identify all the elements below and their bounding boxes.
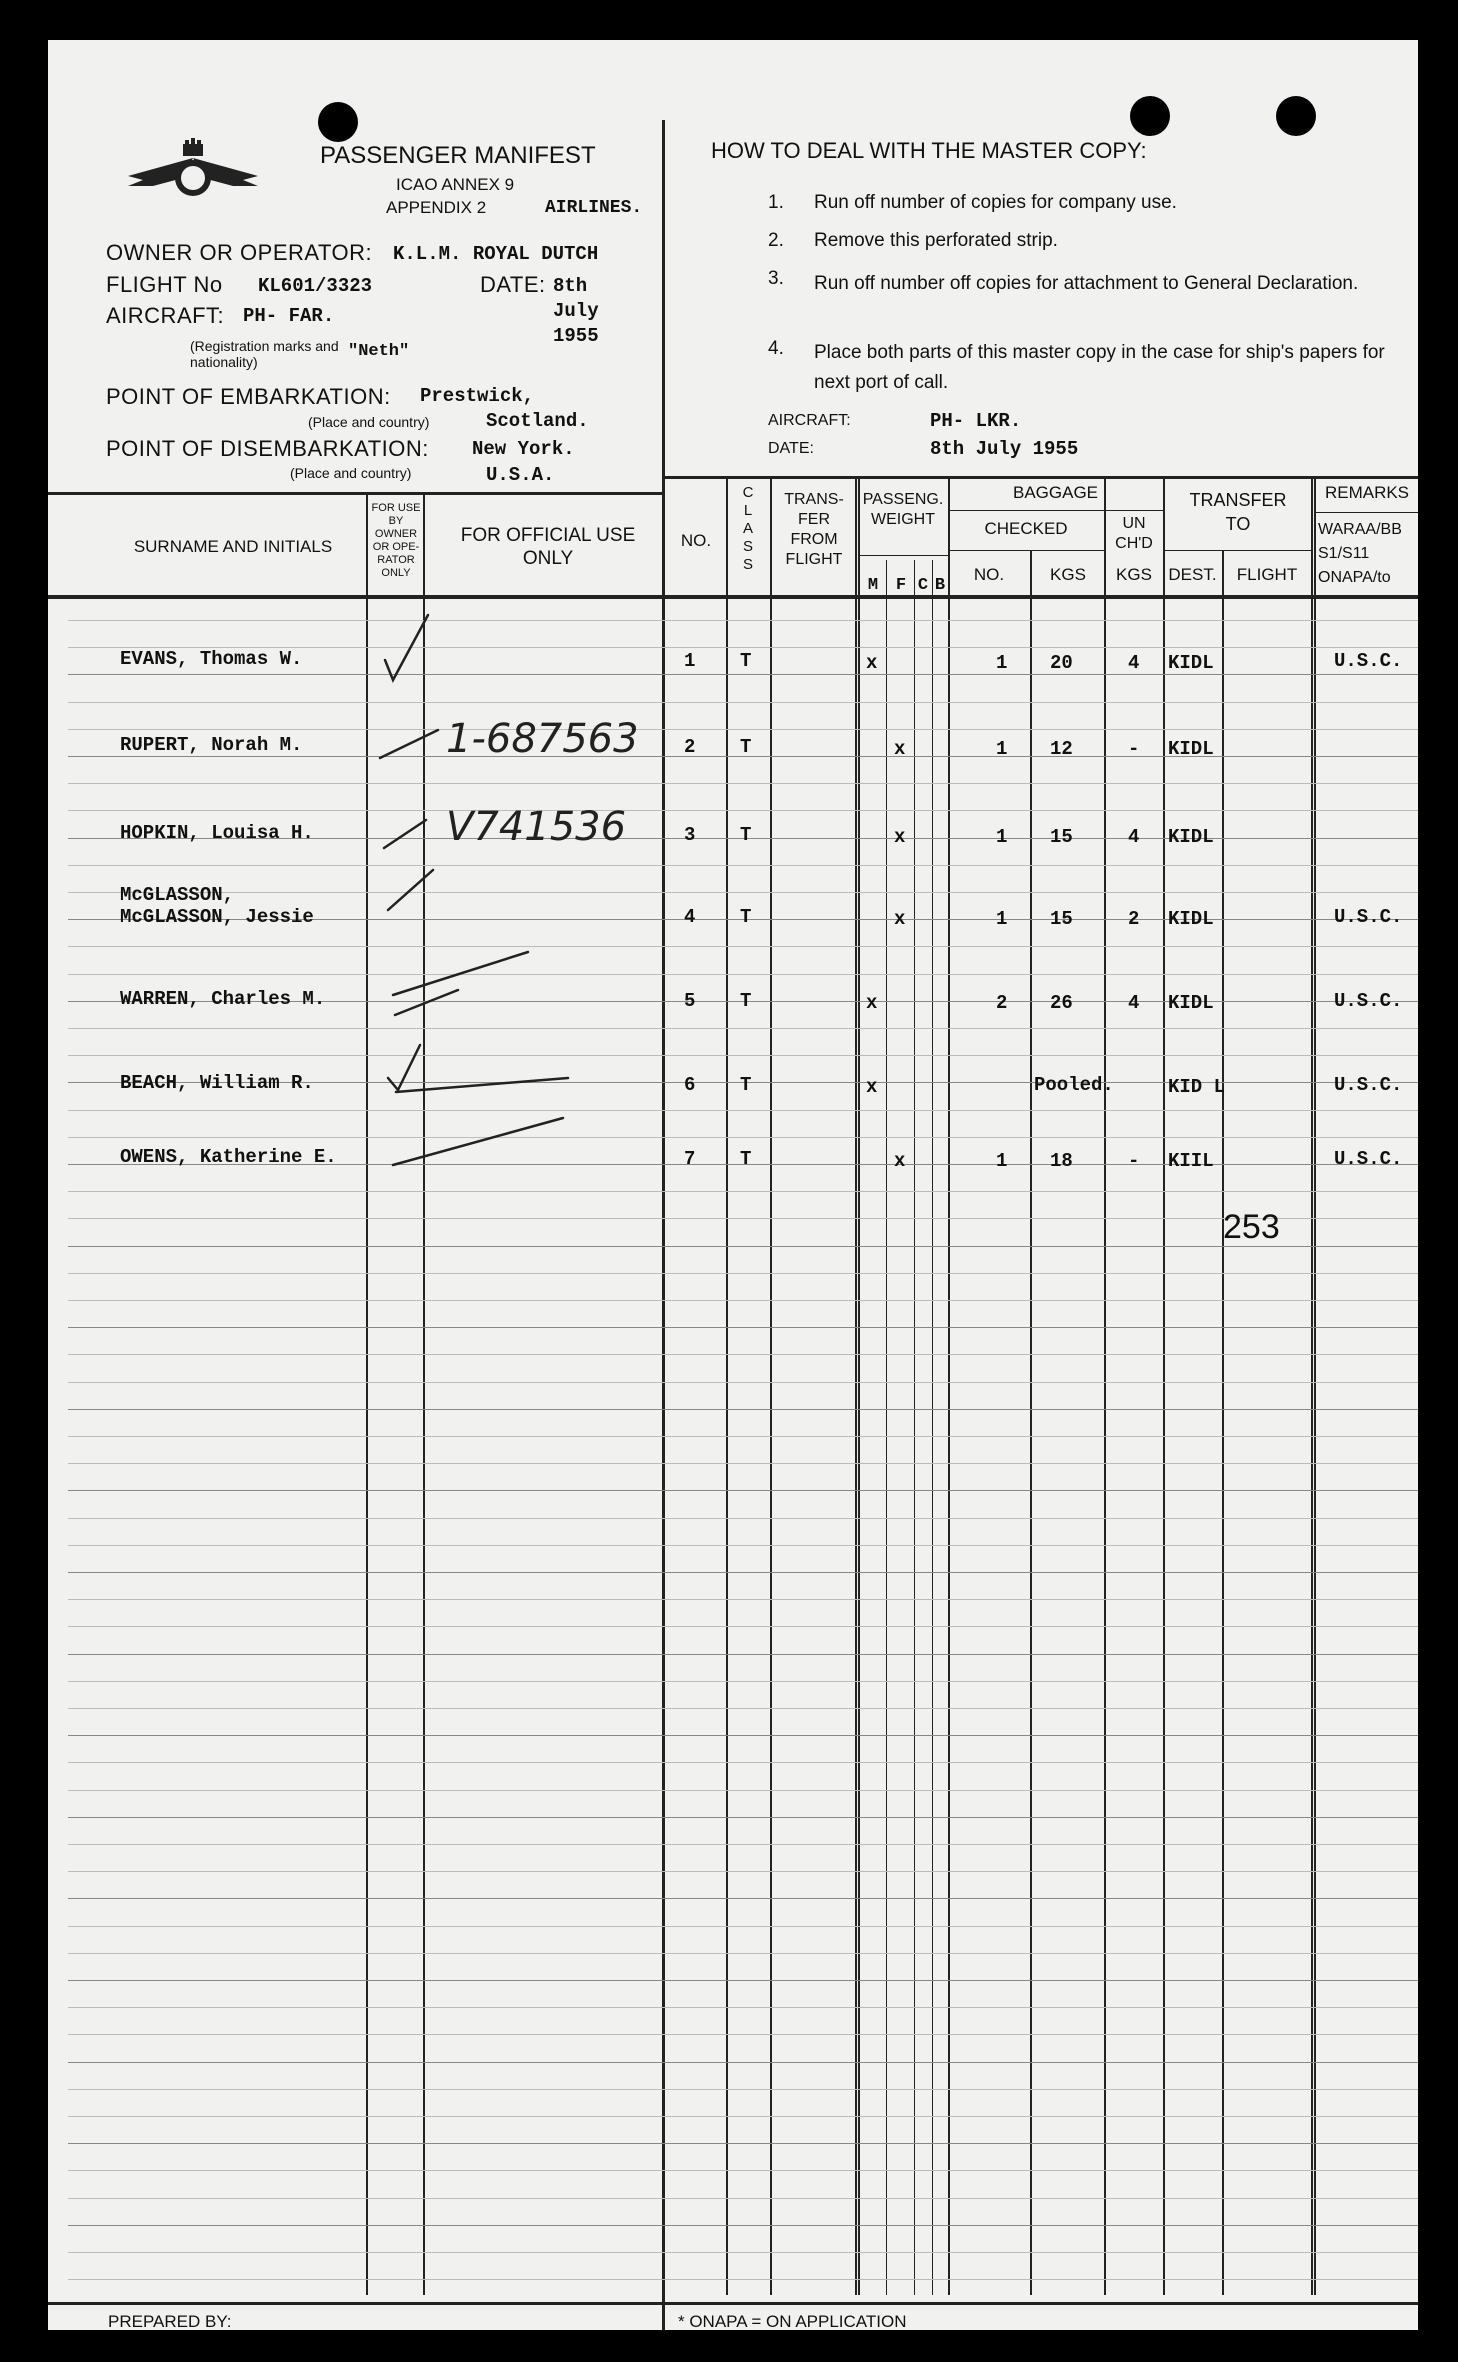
transfer-dest: KIDL — [1168, 992, 1214, 1014]
passenger-class: T — [740, 1074, 752, 1096]
col-header-dest: DEST. — [1168, 565, 1217, 584]
passenger-no: 5 — [684, 990, 696, 1012]
ruled-line — [68, 2279, 1418, 2280]
passenger-no: 3 — [684, 824, 696, 846]
passenger-name: WARREN, Charles M. — [120, 988, 326, 1010]
passenger-name: HOPKIN, Louisa H. — [120, 822, 314, 844]
col-header-remarks-sub: WARAA/BB S1/S11 ONAPA/to — [1318, 521, 1402, 586]
passenger-weight: x — [894, 826, 906, 848]
flight-value: KL601/3323 — [258, 275, 373, 297]
col-header-weight-c: C — [917, 576, 929, 595]
date-label: DATE: — [480, 272, 546, 297]
col-header-remarks: REMARKS — [1324, 483, 1410, 502]
remarks: U.S.C. — [1334, 1074, 1403, 1096]
passenger-name: RUPERT, Norah M. — [120, 734, 303, 756]
handwritten-marks — [48, 40, 748, 1240]
ruled-line — [68, 1817, 1418, 1818]
transfer-dest: KIDL — [1168, 908, 1214, 930]
ruled-line — [68, 1735, 1418, 1736]
passenger-weight: x — [866, 1076, 878, 1098]
instructions-aircraft-label: AIRCRAFT: — [768, 412, 851, 429]
ruled-line — [68, 1436, 1418, 1437]
col-header-checked: CHECKED — [984, 519, 1068, 538]
column-rule — [1311, 478, 1313, 2295]
unchecked-kgs: 2 — [1128, 908, 1140, 930]
passenger-no: 1 — [684, 650, 696, 672]
col-header-baggage: BAGGAGE — [1012, 483, 1099, 502]
instruction-number: 3. — [768, 268, 784, 289]
prepared-by: PREPARED BY: — [108, 2312, 232, 2330]
passenger-weight: x — [866, 992, 878, 1014]
transfer-dest: KIIL — [1168, 1150, 1214, 1172]
ruled-line — [68, 1654, 1418, 1655]
header-rule — [858, 555, 948, 556]
passenger-class: T — [740, 990, 752, 1012]
nationality-value: "Neth" — [348, 342, 410, 361]
ruled-line — [68, 1953, 1418, 1954]
baggage-kgs: 15 — [1050, 826, 1073, 848]
col-header-weight-f: F — [895, 576, 907, 595]
column-rule — [858, 478, 860, 2295]
instructions-aircraft-value: PH- LKR. — [930, 410, 1022, 432]
ruled-line — [68, 1327, 1418, 1328]
baggage-no: 2 — [996, 992, 1008, 1014]
passenger-name: McGLASSON, — [120, 884, 235, 906]
col-header-transfer-to: TRANSFER TO — [1189, 490, 1287, 534]
flight-label: FLIGHT No — [106, 272, 223, 297]
instruction-number: 1. — [768, 192, 784, 213]
passenger-weight: x — [894, 1150, 906, 1172]
baggage-no: 1 — [996, 652, 1008, 674]
transfer-dest: KIDL — [1168, 738, 1214, 760]
form-title: PASSENGER MANIFEST — [320, 142, 596, 169]
ruled-line — [68, 1382, 1418, 1383]
ruled-line — [68, 2225, 1418, 2226]
date-month: July — [553, 300, 599, 322]
disembarkation-label: POINT OF DISEMBARKATION: — [106, 436, 429, 461]
passenger-name-line2: McGLASSON, Jessie — [120, 906, 314, 928]
baggage-no: 1 — [996, 908, 1008, 930]
ruled-line — [68, 1626, 1418, 1627]
baggage-no: 1 — [996, 826, 1008, 848]
baggage-no: 1 — [996, 1150, 1008, 1172]
aircraft-value: PH- FAR. — [243, 305, 335, 327]
owner-value: K.L.M. ROYAL DUTCH — [393, 243, 599, 265]
column-rule — [1104, 478, 1106, 2295]
aircraft-label: AIRCRAFT: — [106, 303, 225, 328]
ruled-line — [68, 1599, 1418, 1600]
column-rule — [948, 478, 950, 2295]
ruled-line — [68, 1871, 1418, 1872]
instruction-item: Run off number off copies for attachment to General Declaration. — [814, 273, 1359, 294]
page-number: 253 — [1223, 1208, 1280, 1246]
ruled-line — [68, 1463, 1418, 1464]
column-rule — [1314, 478, 1316, 2295]
disembarkation-note: (Place and country) — [290, 465, 412, 481]
registration-note: (Registration marks and nationality) — [190, 338, 339, 370]
appendix: APPENDIX 2 — [386, 198, 487, 217]
header-top-rule — [663, 476, 1418, 479]
passenger-class: T — [740, 1148, 752, 1170]
baggage-kgs: 12 — [1050, 738, 1073, 760]
instructions-date-label: DATE: — [768, 440, 814, 457]
transfer-dest: KIDL — [1168, 652, 1214, 674]
unchecked-kgs: 4 — [1128, 992, 1140, 1014]
manifest-sheet — [48, 40, 1418, 2330]
unchecked-kgs: - — [1128, 1150, 1140, 1172]
punch-hole — [1276, 96, 1316, 136]
passenger-name: EVANS, Thomas W. — [120, 648, 303, 670]
passenger-class: T — [740, 650, 752, 672]
ruled-line — [68, 2007, 1418, 2008]
date-day: 8th — [553, 275, 588, 297]
transfer-dest: KID L — [1168, 1076, 1226, 1098]
unchecked-kgs: - — [1128, 738, 1140, 760]
instructions-date-value: 8th July 1955 — [930, 438, 1079, 460]
col-header-bag-kgs: KGS — [1050, 565, 1086, 584]
passenger-no: 4 — [684, 906, 696, 928]
baggage-kgs: 26 — [1050, 992, 1073, 1014]
col-header-transfer-from: TRANS-FER FROM FLIGHT — [784, 491, 844, 568]
disembarkation-country: U.S.A. — [486, 464, 555, 486]
column-rule — [1163, 478, 1165, 2295]
ruled-line — [68, 1980, 1418, 1981]
embarkation-label: POINT OF EMBARKATION: — [106, 384, 391, 409]
ruled-line — [68, 1409, 1418, 1410]
col-header-for-use: FOR USE BY OWNER OR OPE-RATOR ONLY — [371, 502, 421, 579]
official-handwritten: 1-687563 — [446, 716, 639, 762]
remarks: U.S.C. — [1334, 650, 1403, 672]
ruled-line — [68, 2143, 1418, 2144]
baggage-kgs: 18 — [1050, 1150, 1073, 1172]
unchecked-kgs: 4 — [1128, 826, 1140, 848]
passenger-class: T — [740, 736, 752, 758]
col-header-weight-m: M — [867, 576, 879, 595]
header-rule — [1163, 550, 1311, 551]
ruled-line — [68, 1708, 1418, 1709]
passenger-weight: x — [866, 652, 878, 674]
airline-suffix: AIRLINES. — [545, 198, 643, 218]
header-rule — [1314, 512, 1418, 513]
ruled-line — [68, 1844, 1418, 1845]
header-rule — [948, 510, 1163, 511]
ruled-line — [68, 2089, 1418, 2090]
ruled-line — [68, 1926, 1418, 1927]
baggage-kgs: 15 — [1050, 908, 1073, 930]
passenger-class: T — [740, 824, 752, 846]
ruled-line — [68, 1572, 1418, 1573]
instruction-item: Remove this perforated strip. — [814, 230, 1058, 251]
instruction-item: Place both parts of this master copy in the case for ship's papers for next port of call. — [814, 342, 1385, 393]
column-rule — [855, 478, 857, 2295]
transfer-dest: KIDL — [1168, 826, 1214, 848]
instruction-number: 2. — [768, 230, 784, 251]
ruled-line — [68, 1681, 1418, 1682]
embarkation-place: Prestwick, — [420, 385, 535, 407]
col-header-flight: FLIGHT — [1236, 565, 1298, 584]
ruled-line — [68, 2198, 1418, 2199]
date-year: 1955 — [553, 325, 599, 347]
disembarkation-place: New York. — [472, 438, 575, 460]
ruled-line — [68, 1273, 1418, 1274]
ruled-line — [68, 2034, 1418, 2035]
unchecked-kgs: 4 — [1128, 652, 1140, 674]
punch-hole — [1130, 96, 1170, 136]
onapa-note: * ONAPA = ON APPLICATION — [678, 2312, 907, 2330]
ruled-line — [68, 1490, 1418, 1491]
col-header-official: FOR OFFICIAL USE ONLY — [460, 525, 636, 569]
ruled-line — [68, 2062, 1418, 2063]
passenger-weight: x — [894, 908, 906, 930]
col-header-pass-weight: PASSENG. WEIGHT — [862, 491, 944, 528]
passenger-name: OWENS, Katherine E. — [120, 1146, 337, 1168]
col-header-no: NO. — [680, 531, 712, 550]
owner-label: OWNER OR OPERATOR: — [106, 240, 373, 265]
col-header-unchd: UN CH'D — [1115, 515, 1153, 552]
official-handwritten: V741536 — [446, 804, 627, 850]
passenger-name: BEACH, William R. — [120, 1072, 314, 1094]
remarks: U.S.C. — [1334, 906, 1403, 928]
col-header-weight-b: B — [934, 576, 946, 595]
ruled-line — [68, 1246, 1418, 1247]
ruled-line — [68, 1354, 1418, 1355]
ruled-line — [68, 1518, 1418, 1519]
bottom-rule — [48, 2302, 1418, 2305]
instruction-number: 4. — [768, 338, 784, 359]
baggage-kgs: 20 — [1050, 652, 1073, 674]
ruled-line — [68, 1545, 1418, 1546]
ruled-line — [68, 2116, 1418, 2117]
header-rule — [948, 550, 1104, 551]
ruled-line — [68, 1790, 1418, 1791]
icao-annex: ICAO ANNEX 9 — [396, 175, 515, 194]
ruled-line — [68, 1300, 1418, 1301]
ruled-line — [68, 2170, 1418, 2171]
passenger-class: T — [740, 906, 752, 928]
remarks: U.S.C. — [1334, 1148, 1403, 1170]
ruled-line — [68, 2252, 1418, 2253]
col-header-class: C L A S S — [742, 484, 754, 573]
col-header-bag-no: NO. — [973, 565, 1005, 584]
baggage-pooled: Pooled. — [1034, 1074, 1114, 1096]
col-header-unchd-kgs: KGS — [1116, 565, 1152, 584]
passenger-no: 6 — [684, 1074, 696, 1096]
ruled-line — [68, 1762, 1418, 1763]
passenger-no: 7 — [684, 1148, 696, 1170]
instruction-item: Run off number of copies for company use. — [814, 192, 1177, 213]
baggage-no: 1 — [996, 738, 1008, 760]
passenger-no: 2 — [684, 736, 696, 758]
embarkation-note: (Place and country) — [308, 414, 430, 430]
remarks: U.S.C. — [1334, 990, 1403, 1012]
col-header-surname: SURNAME AND INITIALS — [133, 537, 333, 556]
passenger-weight: x — [894, 738, 906, 760]
ruled-line — [68, 1898, 1418, 1899]
instructions-title: HOW TO DEAL WITH THE MASTER COPY: — [711, 138, 1147, 163]
column-rule — [770, 478, 772, 2295]
embarkation-country: Scotland. — [486, 410, 589, 432]
